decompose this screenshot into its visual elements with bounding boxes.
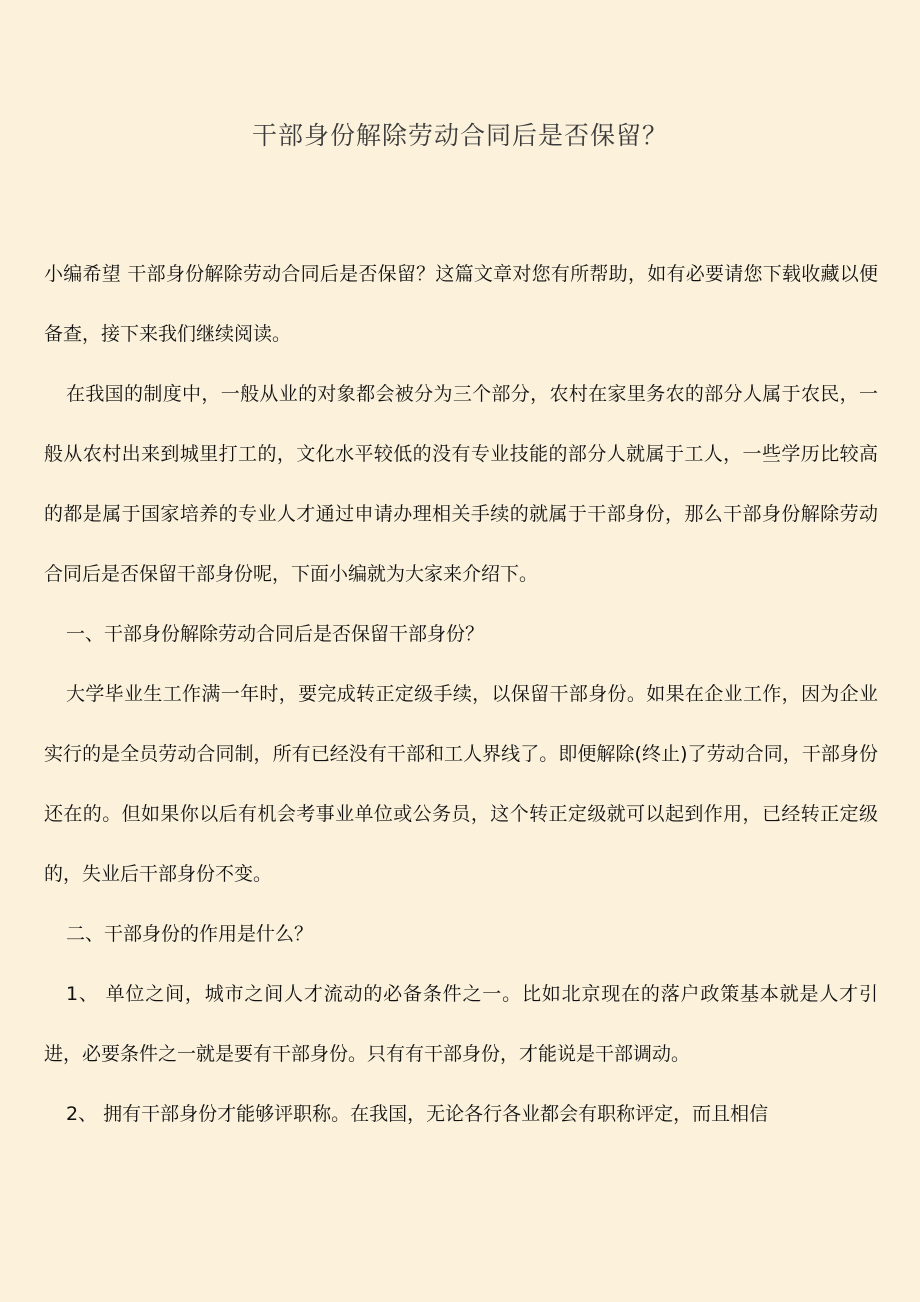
body-paragraph: 大学毕业生工作满一年时，要完成转正定级手续，以保留干部身份。如果在企业工作，因为企业实行的是全员劳动合同制，所有已经没有干部和工人界线了。即便解除(终止)了劳动合同，干部身份还在的。但如果你以后有机会考事业单位或公务员，这个转正定级就可以起到作用，已经转正定级的，失业后干部身份不变。	[44, 683, 878, 885]
list-item: 2、 拥有干部身份才能够评职称。在我国，无论各行各业都会有职称评定，而且相信	[66, 1103, 769, 1125]
section-heading-1: 一、干部身份解除劳动合同后是否保留干部身份？	[66, 623, 485, 645]
section-heading-2: 二、干部身份的作用是什么？	[66, 923, 314, 945]
document-body	[44, 244, 878, 1144]
list-item: 1、 单位之间，城市之间人才流动的必备条件之一。比如北京现在的落户政策基本就是人才引进，必要条件之一就是要有干部身份。只有有干部身份，才能说是干部调动。	[44, 983, 878, 1065]
intro-paragraph: 小编希望 干部身份解除劳动合同后是否保留？这篇文章对您有所帮助，如有必要请您下载收藏以便备查，接下来我们继续阅读。	[44, 263, 878, 345]
document-title: 干部身份解除劳动合同后是否保留？	[251, 121, 668, 150]
body-paragraph: 在我国的制度中，一般从业的对象都会被分为三个部分，农村在家里务农的部分人属于农民，一般从农村出来到城里打工的，文化水平较低的没有专业技能的部分人就属于工人，一些学历比较高的都是属于国家培养的专业人才通过申请办理相关手续的就属于干部身份，那么干部身份解除劳动合同后是否保留干部身份呢，下面小编就为大家来介绍下。	[44, 383, 878, 585]
